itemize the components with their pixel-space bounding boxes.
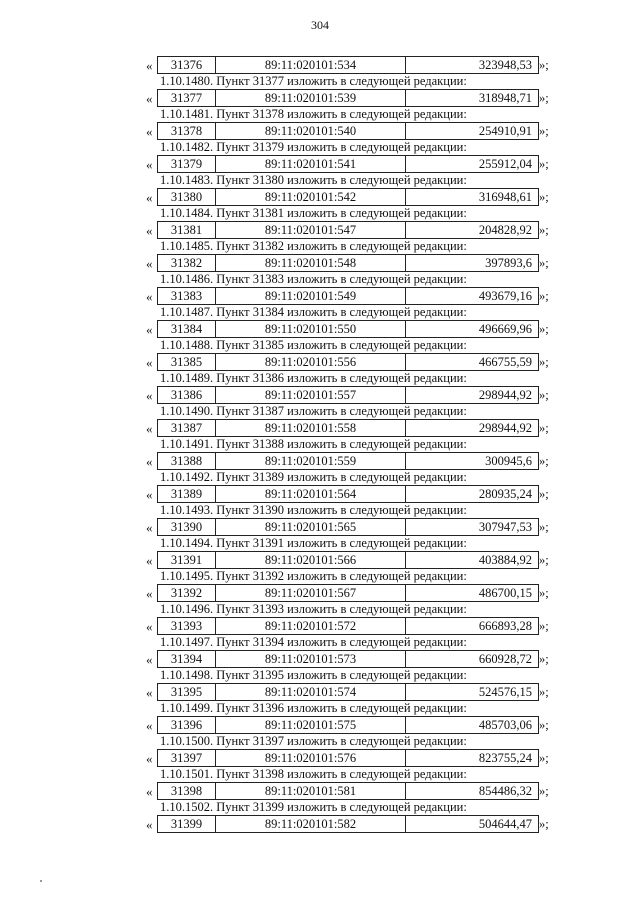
value-cell: 666893,28 xyxy=(478,619,532,633)
opening-quote: « xyxy=(146,58,153,73)
table-cells xyxy=(157,617,539,635)
item-number-cell: 31387 xyxy=(158,420,216,436)
amendment-instruction: 1.10.1481. Пункт 31378 изложить в следующей редакции: xyxy=(160,107,467,121)
table-row xyxy=(0,253,640,273)
closing-quote: »; xyxy=(539,190,549,204)
closing-quote: »; xyxy=(539,520,549,534)
closing-quote: »; xyxy=(539,322,549,336)
table-row xyxy=(0,385,640,405)
amendment-instruction: 1.10.1488. Пункт 31385 изложить в следующей редакции: xyxy=(160,338,467,352)
closing-quote: »; xyxy=(539,553,549,567)
document-body xyxy=(0,55,640,834)
amendment-instruction: 1.10.1495. Пункт 31392 изложить в следующей редакции: xyxy=(160,569,467,583)
opening-quote: « xyxy=(146,157,153,172)
value-cell: 318948,71 xyxy=(478,91,532,105)
value-cell: 504644,47 xyxy=(478,817,532,831)
cadastral-number-cell: 89:11:020101:540 xyxy=(216,123,406,139)
closing-quote: »; xyxy=(539,388,549,402)
item-number-cell: 31378 xyxy=(158,123,216,139)
item-number-cell: 31377 xyxy=(158,90,216,106)
table-cells xyxy=(157,815,539,833)
opening-quote: « xyxy=(146,718,153,733)
closing-quote: »; xyxy=(539,718,549,732)
amendment-instruction: 1.10.1485. Пункт 31382 изложить в следующей редакции: xyxy=(160,239,467,253)
item-number-cell: 31399 xyxy=(158,816,216,832)
cadastral-number-cell: 89:11:020101:558 xyxy=(216,420,406,436)
value-cell: 660928,72 xyxy=(478,652,532,666)
opening-quote: « xyxy=(146,553,153,568)
cadastral-number-cell: 89:11:020101:548 xyxy=(216,255,406,271)
closing-quote: »; xyxy=(539,751,549,765)
amendment-instruction: 1.10.1483. Пункт 31380 изложить в следующей редакции: xyxy=(160,173,467,187)
table-row xyxy=(0,286,640,306)
value-cell: 524576,15 xyxy=(478,685,532,699)
amendment-instruction: 1.10.1487. Пункт 31384 изложить в следующей редакции: xyxy=(160,305,467,319)
closing-quote: »; xyxy=(539,619,549,633)
amendment-instruction: 1.10.1496. Пункт 31393 изложить в следующей редакции: xyxy=(160,602,467,616)
cadastral-number-cell: 89:11:020101:557 xyxy=(216,387,406,403)
amendment-instruction: 1.10.1493. Пункт 31390 изложить в следующей редакции: xyxy=(160,503,467,517)
opening-quote: « xyxy=(146,454,153,469)
item-number-cell: 31388 xyxy=(158,453,216,469)
closing-quote: »; xyxy=(539,256,549,270)
value-cell: 280935,24 xyxy=(478,487,532,501)
amendment-instruction: 1.10.1480. Пункт 31377 изложить в следующей редакции: xyxy=(160,74,467,88)
closing-quote: »; xyxy=(539,124,549,138)
closing-quote: »; xyxy=(539,817,549,831)
table-row xyxy=(0,319,640,339)
value-cell: 403884,92 xyxy=(478,553,532,567)
amendment-instruction: 1.10.1494. Пункт 31391 изложить в следующей редакции: xyxy=(160,536,467,550)
cadastral-number-cell: 89:11:020101:541 xyxy=(216,156,406,172)
table-row xyxy=(0,682,640,702)
table-row xyxy=(0,649,640,669)
table-cells xyxy=(157,386,539,404)
closing-quote: »; xyxy=(539,652,549,666)
opening-quote: « xyxy=(146,685,153,700)
item-number-cell: 31382 xyxy=(158,255,216,271)
item-number-cell: 31396 xyxy=(158,717,216,733)
item-number-cell: 31389 xyxy=(158,486,216,502)
table-cells xyxy=(157,56,539,74)
amendment-instruction: 1.10.1491. Пункт 31388 изложить в следующей редакции: xyxy=(160,437,467,451)
table-cells xyxy=(157,485,539,503)
opening-quote: « xyxy=(146,256,153,271)
table-row xyxy=(0,352,640,372)
amendment-instruction: 1.10.1484. Пункт 31381 изложить в следующей редакции: xyxy=(160,206,467,220)
value-cell: 854486,32 xyxy=(478,784,532,798)
opening-quote: « xyxy=(146,322,153,337)
table-cells xyxy=(157,650,539,668)
opening-quote: « xyxy=(146,388,153,403)
opening-quote: « xyxy=(146,586,153,601)
cadastral-number-cell: 89:11:020101:573 xyxy=(216,651,406,667)
amendment-instruction: 1.10.1489. Пункт 31386 изложить в следующей редакции: xyxy=(160,371,467,385)
table-cells xyxy=(157,122,539,140)
table-cells xyxy=(157,782,539,800)
page-number: 304 xyxy=(311,18,329,32)
item-number-cell: 31380 xyxy=(158,189,216,205)
table-row xyxy=(0,814,640,834)
closing-quote: »; xyxy=(539,91,549,105)
table-row xyxy=(0,187,640,207)
opening-quote: « xyxy=(146,124,153,139)
item-number-cell: 31394 xyxy=(158,651,216,667)
amendment-instruction: 1.10.1502. Пункт 31399 изложить в следующей редакции: xyxy=(160,800,467,814)
cadastral-number-cell: 89:11:020101:550 xyxy=(216,321,406,337)
value-cell: 298944,92 xyxy=(478,421,532,435)
item-number-cell: 31376 xyxy=(158,57,216,73)
table-row xyxy=(0,88,640,108)
table-row xyxy=(0,583,640,603)
amendment-instruction: 1.10.1501. Пункт 31398 изложить в следующей редакции: xyxy=(160,767,467,781)
cadastral-number-cell: 89:11:020101:566 xyxy=(216,552,406,568)
cadastral-number-cell: 89:11:020101:539 xyxy=(216,90,406,106)
cadastral-number-cell: 89:11:020101:547 xyxy=(216,222,406,238)
item-number-cell: 31392 xyxy=(158,585,216,601)
closing-quote: »; xyxy=(539,586,549,600)
opening-quote: « xyxy=(146,223,153,238)
table-cells xyxy=(157,221,539,239)
item-number-cell: 31385 xyxy=(158,354,216,370)
table-row xyxy=(0,715,640,735)
value-cell: 300945,6 xyxy=(485,454,532,468)
opening-quote: « xyxy=(146,520,153,535)
value-cell: 316948,61 xyxy=(478,190,532,204)
item-number-cell: 31398 xyxy=(158,783,216,799)
table-cells xyxy=(157,89,539,107)
cadastral-number-cell: 89:11:020101:581 xyxy=(216,783,406,799)
opening-quote: « xyxy=(146,421,153,436)
table-row xyxy=(0,55,640,75)
opening-quote: « xyxy=(146,487,153,502)
value-cell: 307947,53 xyxy=(478,520,532,534)
table-row xyxy=(0,484,640,504)
table-row xyxy=(0,154,640,174)
table-cells xyxy=(157,254,539,272)
opening-quote: « xyxy=(146,784,153,799)
closing-quote: »; xyxy=(539,289,549,303)
value-cell: 323948,53 xyxy=(478,58,532,72)
opening-quote: « xyxy=(146,91,153,106)
opening-quote: « xyxy=(146,289,153,304)
table-cells xyxy=(157,320,539,338)
opening-quote: « xyxy=(146,817,153,832)
closing-quote: »; xyxy=(539,157,549,171)
value-cell: 397893,6 xyxy=(485,256,532,270)
item-number-cell: 31384 xyxy=(158,321,216,337)
cadastral-number-cell: 89:11:020101:542 xyxy=(216,189,406,205)
table-row xyxy=(0,616,640,636)
item-number-cell: 31395 xyxy=(158,684,216,700)
item-number-cell: 31379 xyxy=(158,156,216,172)
opening-quote: « xyxy=(146,619,153,634)
table-cells xyxy=(157,353,539,371)
closing-quote: »; xyxy=(539,355,549,369)
value-cell: 486700,15 xyxy=(478,586,532,600)
item-number-cell: 31381 xyxy=(158,222,216,238)
cadastral-number-cell: 89:11:020101:567 xyxy=(216,585,406,601)
closing-quote: »; xyxy=(539,454,549,468)
amendment-instruction: 1.10.1486. Пункт 31383 изложить в следующей редакции: xyxy=(160,272,467,286)
table-cells xyxy=(157,518,539,536)
cadastral-number-cell: 89:11:020101:559 xyxy=(216,453,406,469)
table-row xyxy=(0,748,640,768)
item-number-cell: 31390 xyxy=(158,519,216,535)
table-row xyxy=(0,781,640,801)
value-cell: 493679,16 xyxy=(478,289,532,303)
cadastral-number-cell: 89:11:020101:574 xyxy=(216,684,406,700)
value-cell: 255912,04 xyxy=(478,157,532,171)
closing-quote: »; xyxy=(539,421,549,435)
value-cell: 496669,96 xyxy=(478,322,532,336)
cadastral-number-cell: 89:11:020101:564 xyxy=(216,486,406,502)
amendment-instruction: 1.10.1500. Пункт 31397 изложить в следующей редакции: xyxy=(160,734,467,748)
amendment-instruction: 1.10.1482. Пункт 31379 изложить в следующей редакции: xyxy=(160,140,467,154)
closing-quote: »; xyxy=(539,784,549,798)
table-cells xyxy=(157,683,539,701)
opening-quote: « xyxy=(146,652,153,667)
value-cell: 254910,91 xyxy=(478,124,532,138)
table-cells xyxy=(157,287,539,305)
cadastral-number-cell: 89:11:020101:576 xyxy=(216,750,406,766)
table-cells xyxy=(157,749,539,767)
amendment-instruction: 1.10.1492. Пункт 31389 изложить в следующей редакции: xyxy=(160,470,467,484)
value-cell: 298944,92 xyxy=(478,388,532,402)
table-row xyxy=(0,220,640,240)
value-cell: 204828,92 xyxy=(478,223,532,237)
opening-quote: « xyxy=(146,751,153,766)
scan-speck xyxy=(40,880,42,882)
table-cells xyxy=(157,584,539,602)
amendment-instruction: 1.10.1490. Пункт 31387 изложить в следующей редакции: xyxy=(160,404,467,418)
closing-quote: »; xyxy=(539,487,549,501)
cadastral-number-cell: 89:11:020101:534 xyxy=(216,57,406,73)
closing-quote: »; xyxy=(539,58,549,72)
cadastral-number-cell: 89:11:020101:549 xyxy=(216,288,406,304)
table-cells xyxy=(157,419,539,437)
opening-quote: « xyxy=(146,190,153,205)
table-row xyxy=(0,121,640,141)
item-number-cell: 31397 xyxy=(158,750,216,766)
cadastral-number-cell: 89:11:020101:565 xyxy=(216,519,406,535)
opening-quote: « xyxy=(146,355,153,370)
item-number-cell: 31386 xyxy=(158,387,216,403)
table-cells xyxy=(157,716,539,734)
amendment-instruction: 1.10.1498. Пункт 31395 изложить в следующей редакции: xyxy=(160,668,467,682)
table-cells xyxy=(157,452,539,470)
table-cells xyxy=(157,551,539,569)
item-number-cell: 31391 xyxy=(158,552,216,568)
cadastral-number-cell: 89:11:020101:572 xyxy=(216,618,406,634)
table-row xyxy=(0,451,640,471)
table-row xyxy=(0,550,640,570)
amendment-instruction: 1.10.1499. Пункт 31396 изложить в следующей редакции: xyxy=(160,701,467,715)
table-row xyxy=(0,517,640,537)
closing-quote: »; xyxy=(539,223,549,237)
table-cells xyxy=(157,155,539,173)
table-row xyxy=(0,418,640,438)
cadastral-number-cell: 89:11:020101:556 xyxy=(216,354,406,370)
item-number-cell: 31383 xyxy=(158,288,216,304)
value-cell: 466755,59 xyxy=(478,355,532,369)
value-cell: 823755,24 xyxy=(478,751,532,765)
table-cells xyxy=(157,188,539,206)
cadastral-number-cell: 89:11:020101:582 xyxy=(216,816,406,832)
closing-quote: »; xyxy=(539,685,549,699)
cadastral-number-cell: 89:11:020101:575 xyxy=(216,717,406,733)
amendment-instruction: 1.10.1497. Пункт 31394 изложить в следующей редакции: xyxy=(160,635,467,649)
value-cell: 485703,06 xyxy=(478,718,532,732)
item-number-cell: 31393 xyxy=(158,618,216,634)
